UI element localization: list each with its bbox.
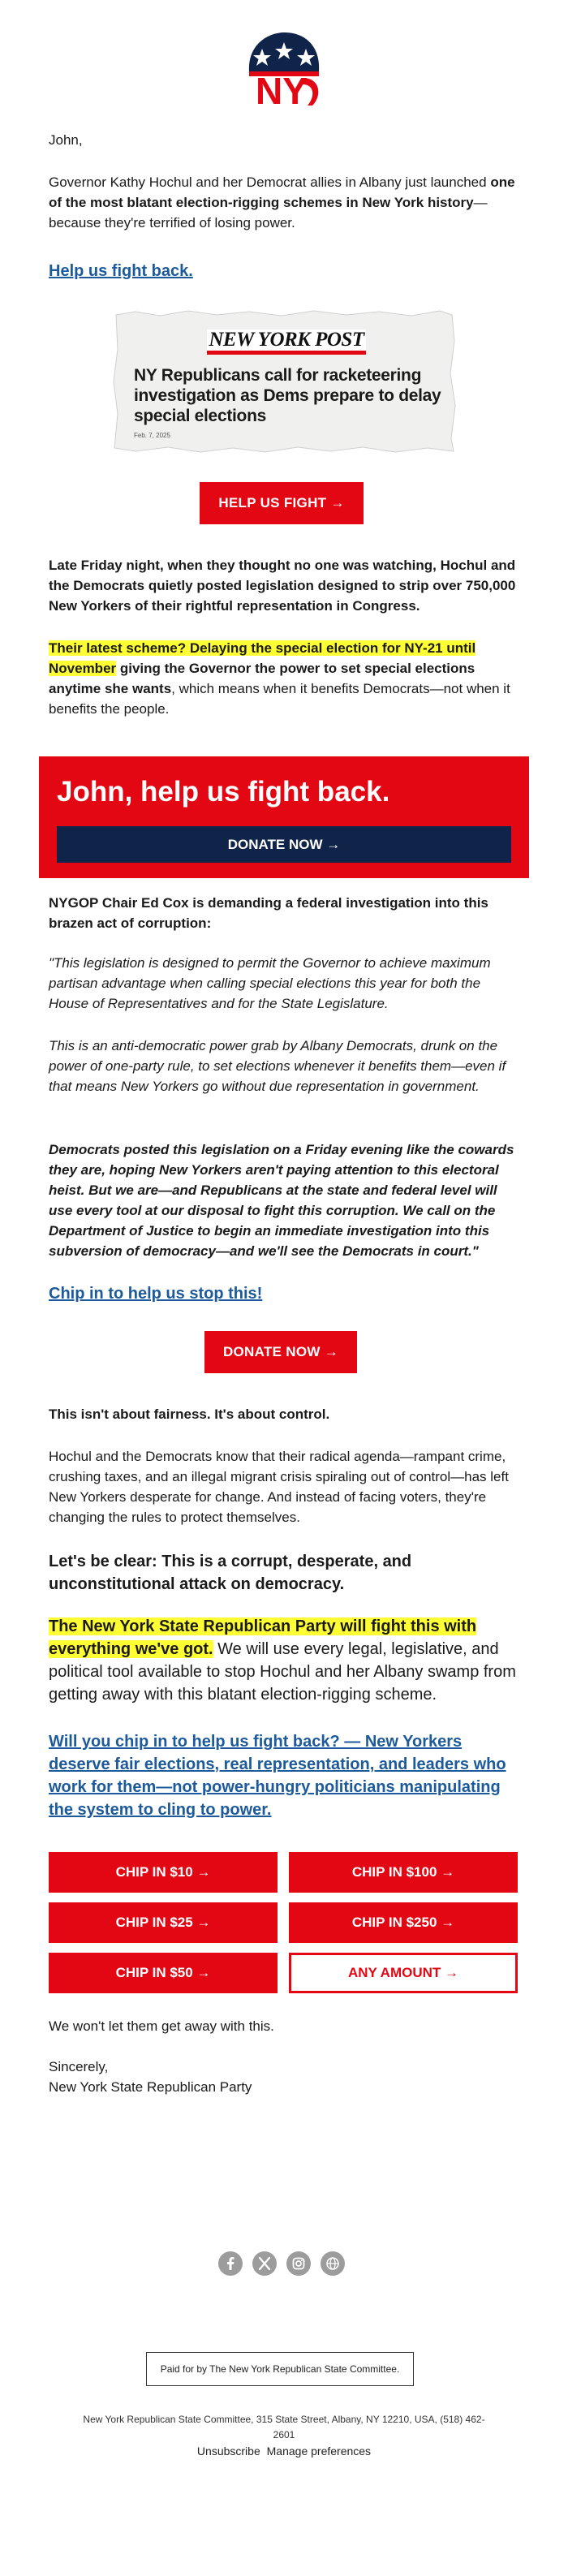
unsubscribe-link[interactable]: Unsubscribe — [196, 2445, 260, 2458]
fight-highlight: The New York State Republican Party will fight this with everything we've got. — [49, 1618, 477, 1658]
clipping-date: Feb. 7, 2025 — [134, 432, 170, 439]
chip-in-250-button[interactable]: CHIP IN $250 → — [289, 1902, 518, 1943]
chip-in-link[interactable]: Chip in to help us stop this! — [49, 1285, 263, 1303]
signoff: Sincerely, — [49, 2059, 109, 2074]
footer-links — [73, 2444, 495, 2458]
news-clipping-image — [111, 308, 457, 454]
help-us-fight-link[interactable]: Help us fight back. — [49, 262, 193, 280]
chip-in-25-button[interactable]: CHIP IN $25 → — [49, 1902, 278, 1943]
footer-address: New York Republican State Committee, 315 State Street, Albany, NY 12210, USA, (518) 462-2601 — [83, 2414, 485, 2440]
facebook-icon[interactable] — [218, 2251, 243, 2276]
chip-in-50-button[interactable]: CHIP IN $50 → — [49, 1953, 278, 1993]
intro-text-2: —because they're terrified of losing power. — [49, 195, 488, 230]
clipping-headline: NY Republicans call for racketeering investigation as Dems prepare to delay special elections — [134, 366, 441, 425]
chip-in-10-button[interactable]: CHIP IN $10 → — [49, 1852, 278, 1893]
manage-preferences-link[interactable]: Manage preferences — [266, 2445, 372, 2458]
newspaper-masthead: NEW YORK POST — [209, 329, 364, 351]
donate-callout-title: John, help us fight back. — [57, 776, 390, 808]
scheme-paragraph — [49, 638, 519, 719]
cox-intro: NYGOP Chair Ed Cox is demanding a federal investigation into this brazen act of corruption: — [49, 895, 488, 931]
scheme-bold: giving the Governor the power to set special elections anytime she wants — [49, 661, 475, 696]
quote-paragraph-1: "This legislation is designed to permit the Governor to achieve maximum partisan advantage when calling special elections this year for both the House of Representatives and for the State Legislature. — [49, 955, 491, 1011]
control-paragraph: This isn't about fairness. It's about control. — [49, 1406, 330, 1422]
any-amount-button[interactable]: ANY AMOUNT → — [289, 1953, 518, 1993]
instagram-icon[interactable] — [286, 2251, 311, 2276]
signature: New York State Republican Party — [49, 2079, 252, 2095]
nygop-elephant-logo — [243, 31, 325, 107]
will-you-chip-in-link[interactable]: Will you chip in to help us fight back? — New Yorkers deserve fair elections, real representation, and leaders who work for them—not power-hungry politicians manipulating the system to cling to power. — [49, 1733, 506, 1819]
intro-bold: one of the most blatant election-rigging schemes in New York history — [49, 174, 515, 210]
agenda-paragraph: Hochul and the Democrats know that their radical agenda—rampant crime, crushing taxes, and an illegal migrant crisis spiraling out of control—has left New Yorkers desperate for change. And instead of facing voters, they're changing the rules to protect themselves. — [49, 1449, 509, 1525]
chip-in-100-button[interactable]: CHIP IN $100 → — [289, 1852, 518, 1893]
quote-paragraph-3: Democrats posted this legislation on a Friday evening like the cowards they are, hoping New Yorkers aren't paying attention to this electoral heist. But we are—and Republicans at the state and federal level will use every tool at our disposal to fight this corruption. We call on the Department of Justice to begin an immediate investigation into this subversion of democracy—and we'll see the Democrats in court." — [49, 1142, 514, 1259]
paid-for-disclaimer: Paid for by The New York Republican State Committee. — [146, 2352, 414, 2386]
donate-now-navy-button[interactable]: DONATE NOW → — [57, 826, 511, 863]
donate-now-button[interactable]: DONATE NOW → — [204, 1331, 357, 1373]
greeting: John, — [49, 132, 83, 148]
help-us-fight-button[interactable]: HELP US FIGHT → — [200, 482, 364, 524]
quote-paragraph-2: This is an anti-democratic power grab by Albany Democrats, drunk on the power of one-party rule, to set elections whenever it benefits them—even if that means New Yorkers go without due representation in government. — [49, 1038, 506, 1094]
logo-letters: NY — [256, 70, 308, 107]
late-friday-paragraph: Late Friday night, when they thought no one was watching, Hochul and the Democrats quietly posted legislation designed to strip over 750,000 New Yorkers of their rightful representation in Congress. — [49, 558, 516, 614]
website-icon[interactable] — [321, 2251, 345, 2276]
scheme-rest: , which means when it benefits Democrats—not when it benefits the people. — [49, 681, 510, 717]
x-icon[interactable] — [252, 2251, 277, 2276]
donate-callout — [39, 756, 529, 878]
lets-be-clear-paragraph: Let's be clear: This is a corrupt, desperate, and unconstitutional attack on democracy. — [49, 1553, 412, 1593]
fight-rest: We will use every legal, legislative, and political tool available to stop Hochul and her Albany swamp from getting away with this blatant election-rigging scheme. — [49, 1640, 516, 1704]
closing-line: We won't let them get away with this. — [49, 2018, 274, 2034]
intro-paragraph — [49, 172, 519, 233]
fight-paragraph — [49, 1615, 519, 1706]
scheme-highlight: Their latest scheme? Delaying the special election for NY-21 until November — [49, 640, 476, 676]
intro-text-1: Governor Kathy Hochul and her Democrat allies in Albany just launched — [49, 174, 491, 190]
